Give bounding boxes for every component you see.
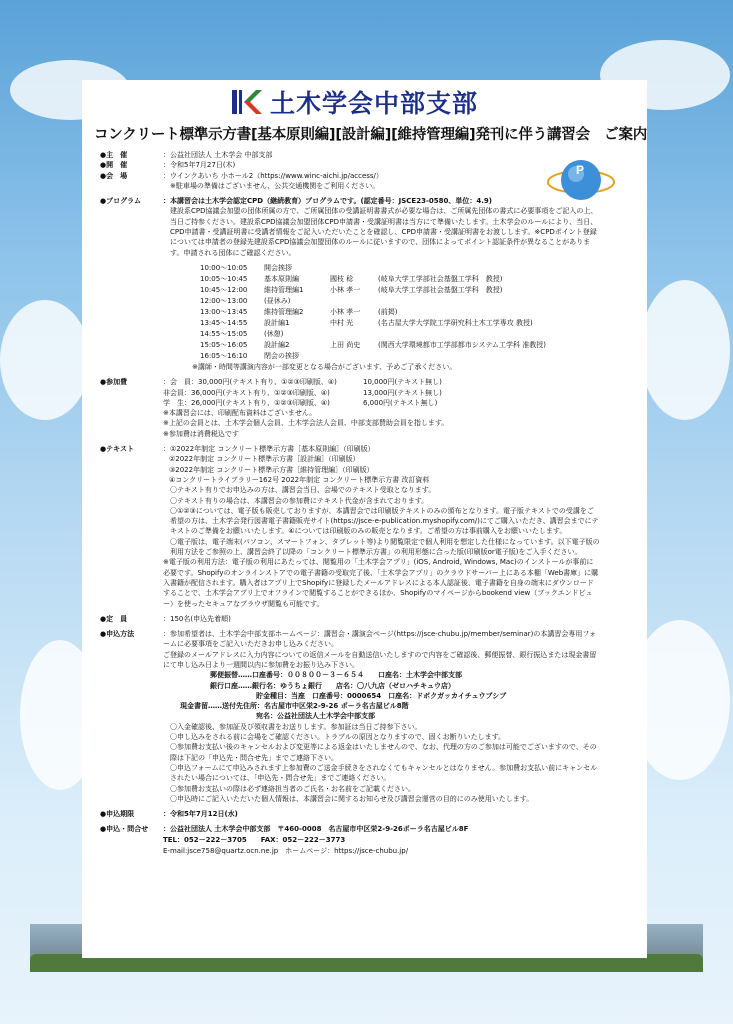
announcement-body: [100, 150, 600, 856]
text-note: 〇テキスト有りでお申込みの方は、講習会当日、会場でのテキスト受取となります。: [170, 486, 436, 495]
fee-note: ※上記の会員とは、土木学会個人会員、土木学会法人会員、中部支部賛助会員を指します。: [163, 419, 449, 428]
schedule-row: 12:00～13:00 (昼休み): [200, 296, 291, 305]
schedule-row: 16:05～16:10 閉会の挨拶: [200, 351, 299, 360]
fee-row: 学 生：26,000円(テキスト有り、①②③印刷版、④) 6,000円(テキスト無し): [163, 398, 438, 407]
text-item: ③2022年制定 コンクリート標準示方書［維持管理編］（印刷版）: [169, 465, 374, 474]
date-row: [100, 160, 600, 170]
cash-registered: 現金書留……送付先住所：名古屋市中区栄2-9-26 ポーラ名古屋ビル8階: [180, 702, 409, 711]
text-item: ：①2022年制定 コンクリート標準示方書［基本原則編］（印刷版）: [163, 445, 375, 454]
date-label: ●開 催: [100, 161, 128, 170]
deadline-value: ：令和5年7月12日(水): [163, 810, 238, 819]
schedule-row: 15:05～16:05 設計編2 上田 尚史 (関西大学環境都市工学部都市システム工学科 准教授): [200, 340, 546, 349]
host-value: ：公益社団法人 土木学会 中部支部: [163, 151, 273, 159]
text-note: 〇電子版は、電子端末(パソコン、スマートフォン、タブレット等)より閲覧限定で個人利用を想定した仕様になっています。以下電子版の利用方法をご参照の上、講習会終了以降の「コンクリート標準示方書」の利用形態に合った版(印刷版or電子版)をご入手ください。: [170, 537, 600, 557]
application-note: 〇申込時にご記入いただいた個人情報は、本講習会に関するお知らせ及び講習会運営の目的にのみ使用いたします。: [170, 794, 534, 803]
schedule-row: 10:45～12:00 維持管理編1 小林 孝一 (岐阜大学工学部社会基盤工学科 教授): [200, 285, 503, 294]
texts-label: ●テキスト: [100, 445, 134, 454]
fees-label: ●参加費: [100, 378, 128, 387]
schedule-row: 10:00～10:05 開会挨拶: [200, 263, 292, 272]
fee-note: ※参加費は消費税込です: [163, 429, 239, 438]
text-item: ④コンクリートライブラリー162号 2022年制定 コンクリート標準示方書 改訂資料: [169, 475, 430, 484]
contact-section: [100, 824, 600, 856]
schedule-table: [200, 263, 600, 362]
capacity-value: ：150名(申込先着順): [163, 614, 231, 623]
venue-value[interactable]: ：ウインクあいち 小ホール2（https://www.winc-aichi.jp/access/）: [163, 171, 383, 180]
text-item: ②2022年制定 コンクリート標準示方書［設計編］（印刷版）: [169, 455, 360, 464]
fee-note: ※本講習会には、印刷配布資料はございません。: [163, 409, 317, 418]
schedule-row: 10:05～10:45 基本原則編 國枝 稔 (岐阜大学工学部社会基盤工学科 教授): [200, 274, 503, 283]
text-note: ※電子版の利用方法：電子版の利用にあたっては、閲覧用の「土木学会アプリ」(iOS, Android, Windows, Mac)のインストールが事前に必要です。Shopifyのオンラインストアでの電子書籍の受取完了後、「土木学会アプリ」のクラウドサーバー上にある本棚「Web書庫」に購入書籍が配信されます。購入者はアプリ上でShopifyに登録したメールアドレスによる本人認証後、電子書籍を自身の端末にダウンロードすることで、土木学会アプリ上でオフラインで閲覧することができるほか、Shopifyのマイページからbookend view（ブックエンドビュー）を使ったセキュアなブラウザ閲覧も可能です。: [163, 558, 599, 608]
program-row: [100, 196, 600, 206]
contact-address: ：公益社団法人 土木学会中部支部 〒460-0008 名古屋市中区栄2-9-26ポーラ名古屋ビル8F: [163, 825, 469, 834]
program-intro: ：本講習会は土木学会認定CPD（継続教育）プログラムです。(認定番号：JSCE23-0580、単位：4.9): [163, 197, 492, 206]
fee-row: 非会員：36,000円(テキスト有り、①②③印刷版、④) 13,000円(テキスト無し): [163, 388, 442, 397]
program-body: 建設系CPD協議会加盟の団体所属の方で、ご所属団体の受講証明書書式が必要な場合は、ご所属先団体の書式に必要事項をご記入の上、当日ご持参ください。建設系CPD協議会加盟団体CPD申請書・受講証明書は当方にて準備いたします。土木学会のルールにより、当日、CPD申請書・受講証明書に受講者情報をご記入いただいたことを確認し、CPD申請書・受講証明書をお渡しします。※CPDポイント登録については申請者の登録先建設系CPD協議会加盟団体のルールに従いますので、団体によってポイント認証条件が異なることがあります。申請される団体にご確認ください。: [170, 207, 598, 257]
venue-row: [100, 171, 600, 181]
jsce-logo-icon: [230, 87, 264, 117]
application-note: 〇申込フォームにて申込みされます上参加費のご送金手続きをされなくてもキャンセルとはなりません。参加費お支払い前にキャンセルされたい場合については、「申込先・問合せ先」までご連絡ください。: [170, 763, 598, 783]
schedule-note: ※講師・時間等講演内容が一部変更となる場合がございます、予めご了承ください。: [192, 362, 457, 371]
cloud-shape: [0, 300, 90, 420]
bank-account-detail: 貯金種目：当座 口座番号：0000654 口座名：ドボクガッカイチュウブシブ: [256, 691, 507, 700]
cloud-shape: [640, 280, 730, 420]
contact-email[interactable]: E-mail:jsce758@quartz.ocn.ne.jp ホームページ：https://jsce-chubu.jp/: [163, 846, 409, 855]
capacity-label: ●定 員: [100, 614, 128, 623]
date-value: ：令和5年7月27日(木): [163, 161, 236, 170]
application-note: 〇参加費お支払いの際は必ず連絡担当者のご氏名・お名前をご記載ください。: [170, 784, 415, 793]
application-label: ●申込方法: [100, 630, 135, 639]
schedule-row: 14:55～15:05 (休憩): [200, 329, 284, 338]
capacity-row: [100, 614, 600, 624]
fee-row: ：会 員：30,000円(テキスト有り、①②③印刷版、④) 10,000円(テキスト無し): [163, 378, 442, 387]
postal-transfer: 郵便振替……口座番号：００８００－３－６５４ 口座名：土木学会中部支部: [210, 671, 462, 680]
host-label: ●主 催: [100, 151, 128, 159]
deadline-label: ●申込期限: [100, 810, 135, 819]
deadline-row: [100, 809, 600, 819]
venue-label: ●会 場: [100, 171, 128, 180]
host-row: [100, 150, 600, 160]
texts-section: [100, 444, 600, 485]
cash-registered-addressee: 宛名：公益社団法人土木学会中部支部: [256, 712, 375, 721]
application-body-2: ご登録のメールアドレスに入力内容についての返信メールを自動送信いたしますので内容をご確認後、郵便振替、銀行振込または現金書留にて申し込み日より一週間以内に参加費をお振り込み下さい。: [163, 650, 597, 669]
svg-text:P: P: [576, 163, 585, 177]
bank-account: 銀行口座……銀行名：ゆうちょ銀行 店名：〇八九店（ゼロハチキュウ店）: [210, 681, 455, 690]
venue-note: ※駐車場の準備はございません、公共交通機関をご利用ください。: [170, 181, 380, 190]
application-body[interactable]: ：参加希望者は、土木学会中部支部ホームページ：講習会・講演会ページ(https://jsce-chubu.jp/member/seminar)の本講習会専用フォームに必要事項をご記入いただきお申し込みください。: [163, 630, 597, 649]
program-label: ●プログラム: [100, 197, 142, 206]
text-note: 〇テキスト有りの場合は、本講習会の参加費にテキスト代金が含まれております。: [170, 496, 429, 505]
org-name: 土木学会中部支部: [270, 89, 479, 118]
fees-section: [100, 377, 600, 439]
schedule-row: 13:45～14:55 設計編1 中村 光 (名古屋大学大学院工学研究科土木工学専攻 教授): [200, 318, 533, 327]
page-title: コンクリート標準示方書[基本原則編][設計編][維持管理編]発刊に伴う講習会 ご案内: [94, 127, 648, 143]
schedule-row: 13:00～13:45 維持管理編2 小林 孝一 (前掲): [200, 307, 398, 316]
application-note: 〇申し込みをされる前に会場をご確認ください。トラブルの原因となりますので、固くお断りいたします。: [170, 733, 506, 742]
org-logo: [230, 84, 530, 120]
application-note: 〇参加費お支払い後のキャンセルおよび変更等による返金はいたしませんので、なお、代理の方のご参加は可能でございますので、その際は下記の「申込先・問合せ先」までご連絡下さい。: [170, 743, 597, 762]
application-note: 〇入金確認後、参加証及び領収書をお送りします。参加証は当日ご持参下さい。: [170, 722, 422, 731]
contact-label: ●申込・問合せ: [100, 825, 149, 834]
application-section: [100, 629, 600, 650]
contact-phone: TEL：052－222－3705 FAX：052－222－3773: [163, 836, 346, 845]
text-note: 〇①②③については、電子版も販売しておりますが、本講習会では印刷版テキストのみの頒布となります。電子版テキストでの受講をご希望の方は、土木学会発行図書電子書籍販売サイト(https://jsce-e-publication.myshopify.com/)にてご購入いただき、講習会までにテキストのご準備をお願いいたします。④については印刷版のみの販売となります。ご希望の方は事前購入をお願いいたします。: [170, 506, 599, 536]
